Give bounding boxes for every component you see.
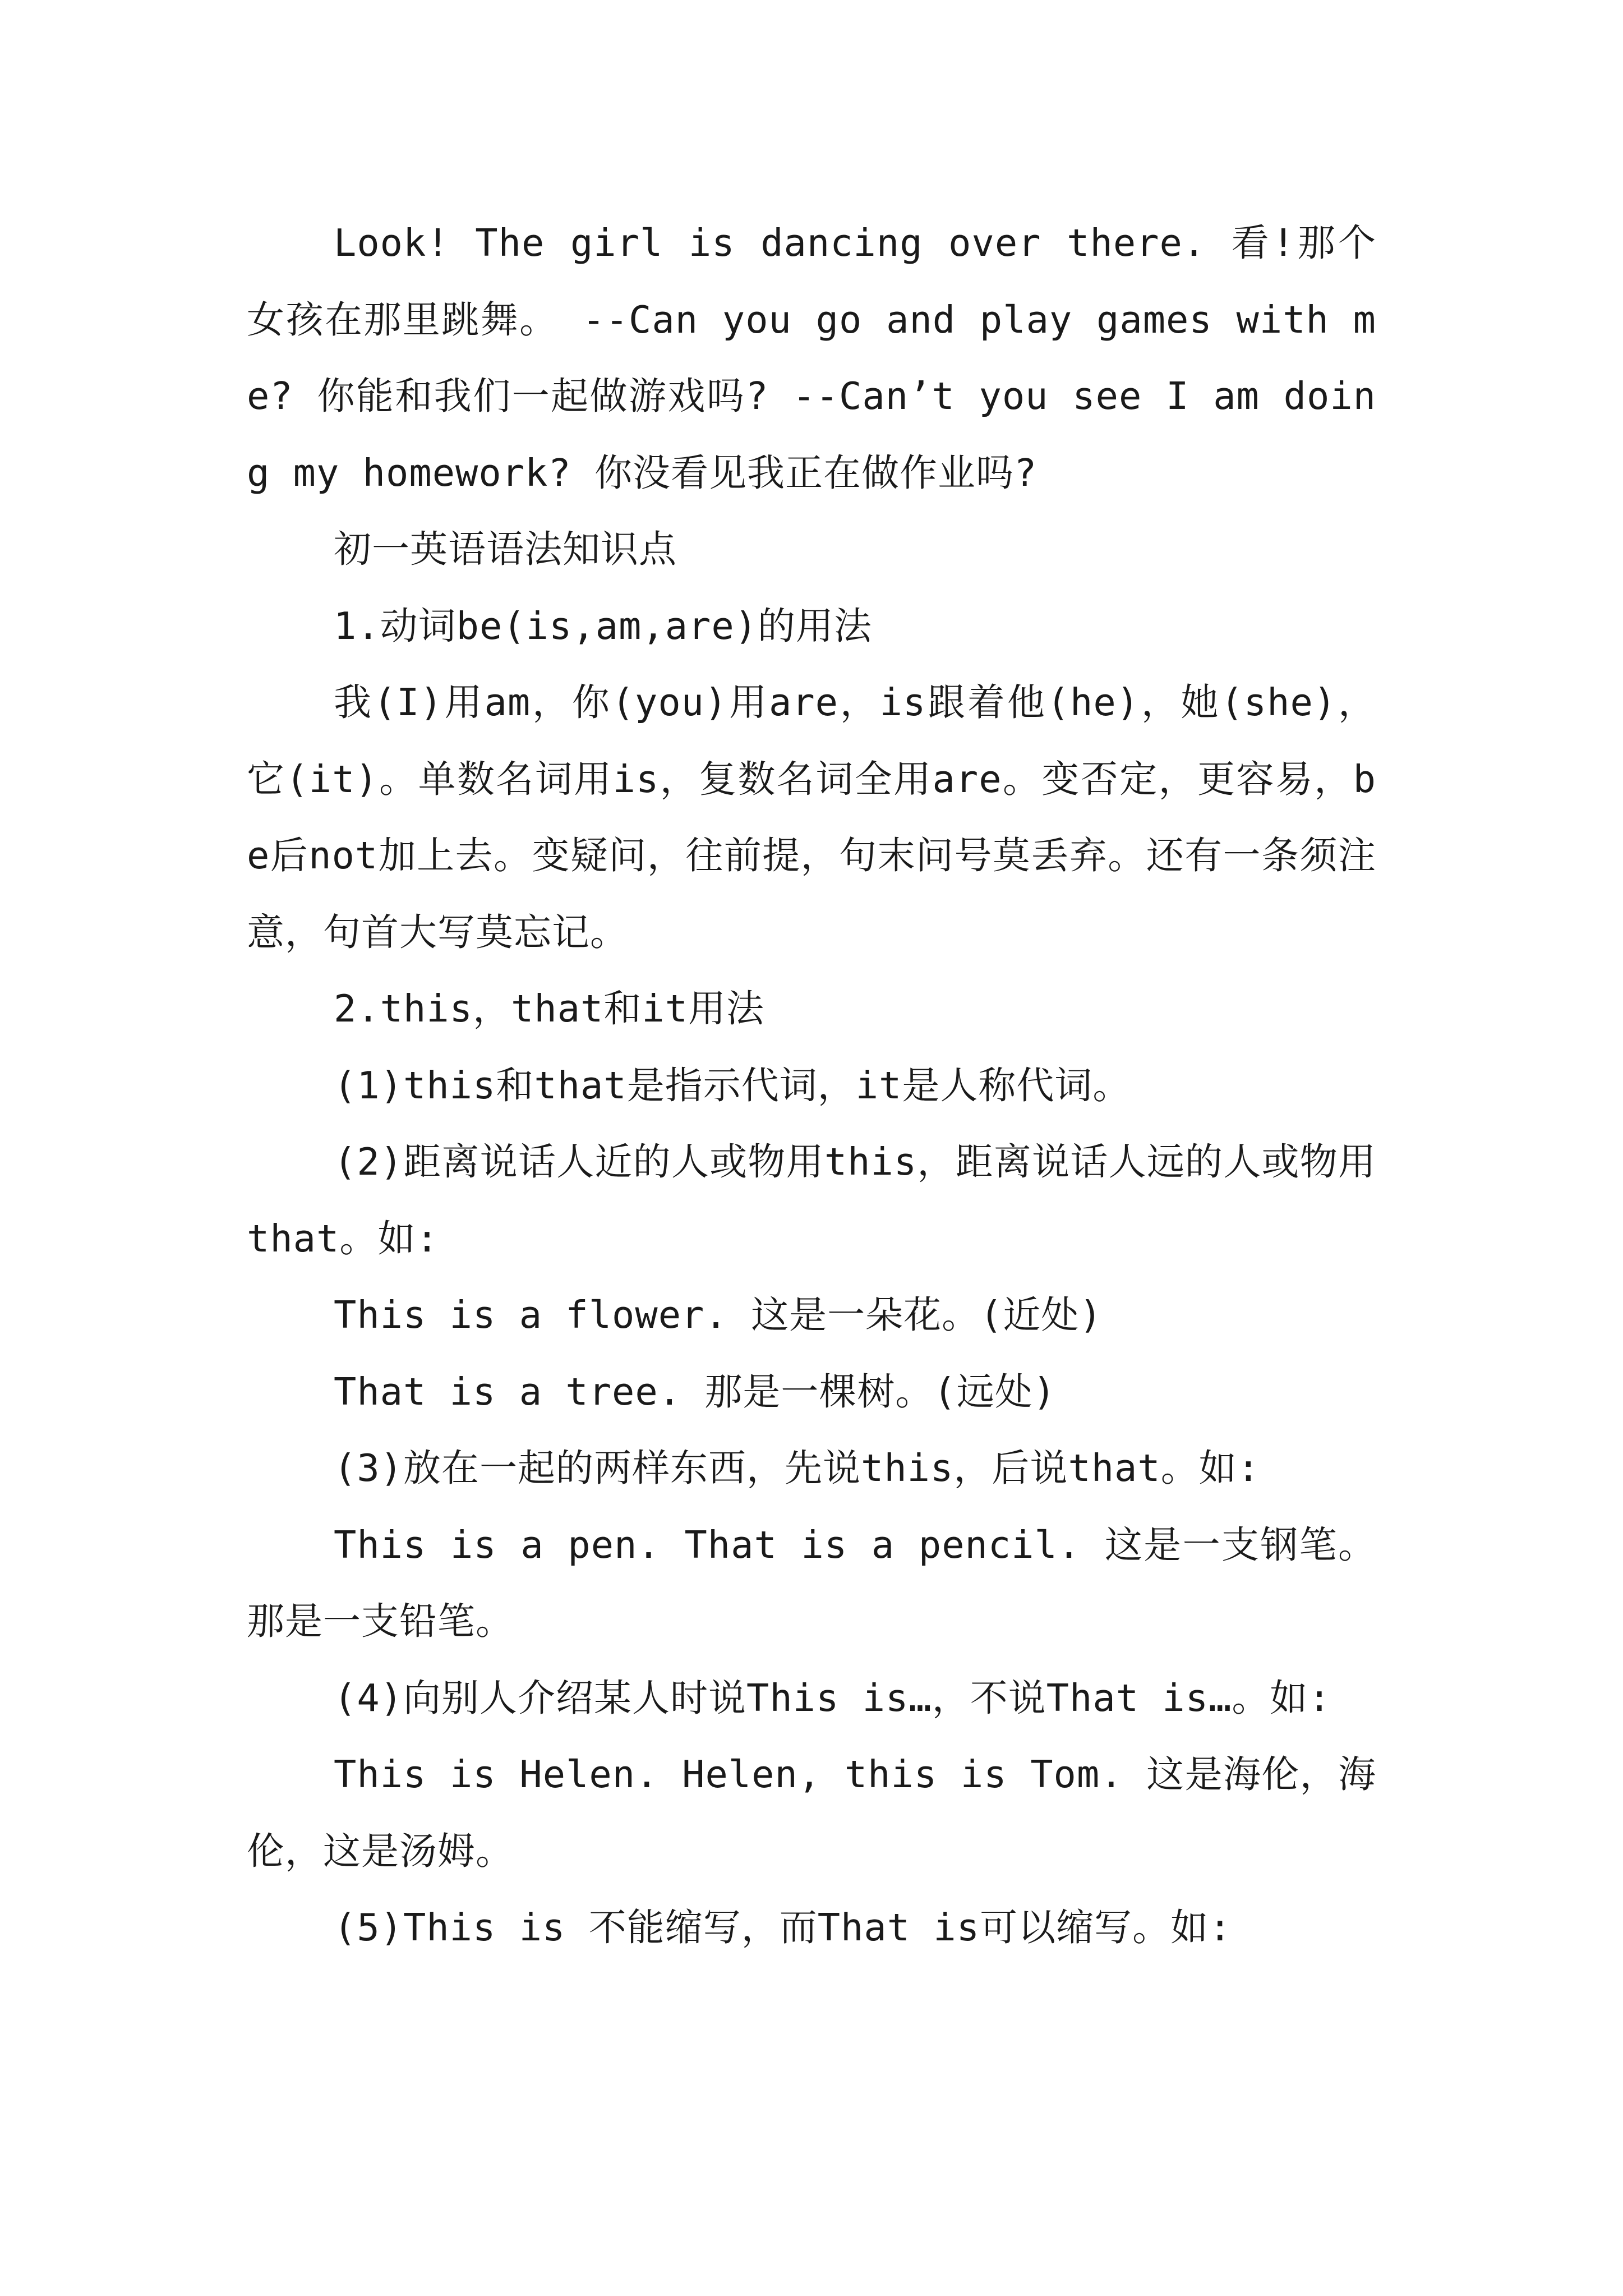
- example-pen-pencil: This is a pen. That is a pencil. 这是一支钢笔。那是一支铅笔。: [247, 1522, 1376, 1643]
- subheading-this-that-it: 2.this，that和it用法: [334, 987, 765, 1030]
- document-body: [247, 205, 1376, 1966]
- rule-3: (3)放在一起的两样东西，先说this，后说that。如:: [334, 1446, 1261, 1490]
- example-flower: This is a flower. 这是一朵花。(近处): [334, 1293, 1103, 1337]
- rule-4: (4)向别人介绍某人时说This is…，不说That is…。如:: [334, 1676, 1331, 1720]
- section-heading-grammar: 初一英语语法知识点: [334, 527, 677, 571]
- example-tree: That is a tree. 那是一棵树。(远处): [334, 1369, 1057, 1414]
- rule-2: (2)距离说话人近的人或物用this，距离说话人远的人或物用that。如:: [247, 1140, 1376, 1260]
- paragraph-verb-be-rhyme: 我(I)用am，你(you)用are，is跟着他(he)，她(she)，它(it)。单数名词用is，复数名词全用are。变否定，更容易，be后not加上去。变疑问，往前提，句末问号莫丢弃。还有一条须注意，句首大写莫忘记。: [247, 680, 1376, 954]
- subheading-verb-be: 1.动词be(is,am,are)的用法: [334, 604, 873, 648]
- paragraph-dialogue-example: Look! The girl is dancing over there. 看!那个女孩在那里跳舞。 --Can you go and play games with me? 你能和我们一起做游戏吗? --Can’t you see I am doing my homework? 你没看见我正在做作业吗?: [247, 221, 1376, 495]
- rule-1: (1)this和that是指示代词，it是人称代词。: [334, 1063, 1131, 1107]
- rule-5: (5)This is 不能缩写，而That is可以缩写。如:: [334, 1906, 1232, 1949]
- example-helen-tom: This is Helen. Helen, this is Tom. 这是海伦，海伦，这是汤姆。: [247, 1752, 1376, 1873]
